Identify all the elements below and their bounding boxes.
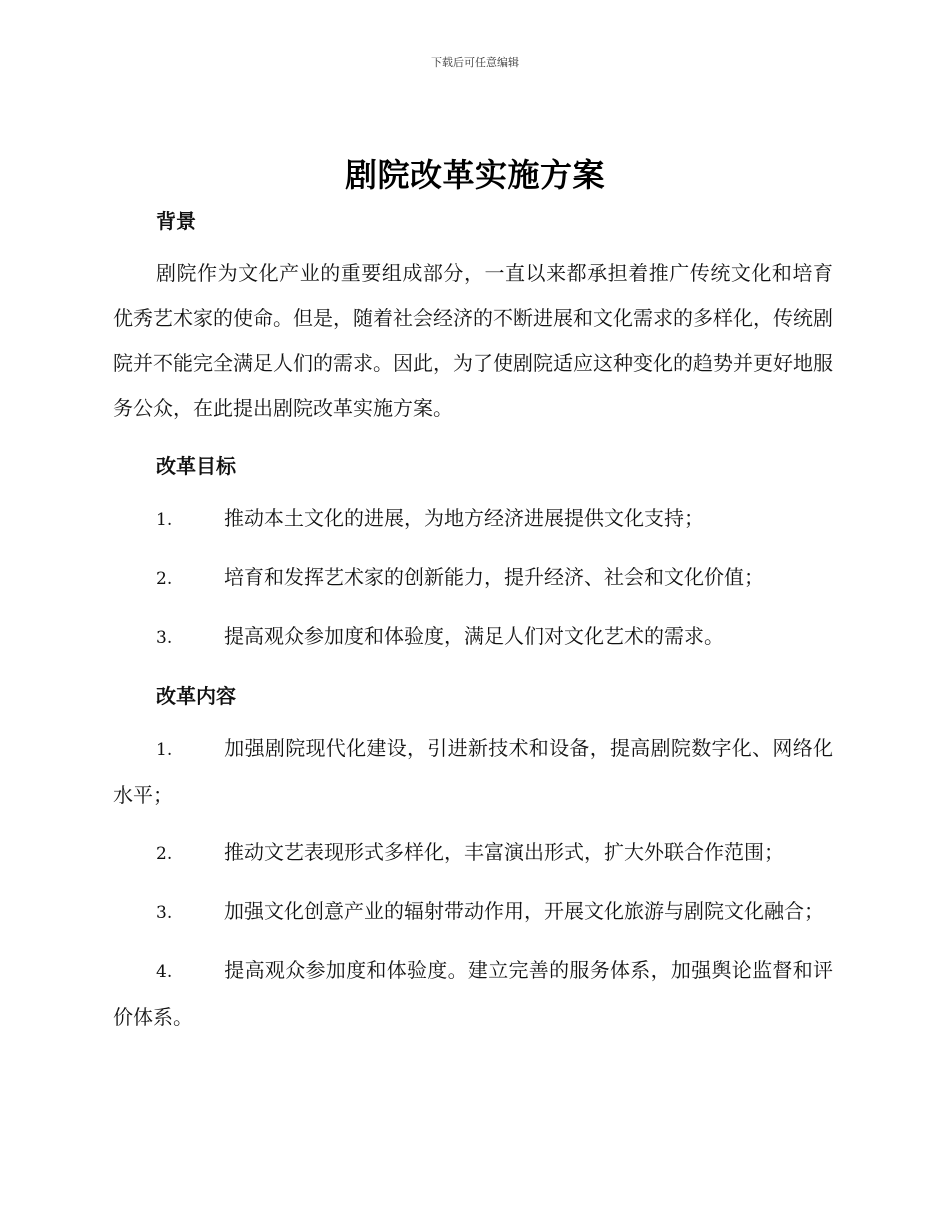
section-heading-background: 背景 bbox=[156, 209, 196, 233]
page-header-note: 下载后可任意编辑 bbox=[431, 56, 519, 69]
content-item bbox=[113, 948, 833, 1040]
list-number: 4. bbox=[156, 962, 173, 982]
content-item-text: 提高观众参加度和体验度。建立完善的服务体系，加强舆论监督和评价体系。 bbox=[113, 958, 833, 1029]
content-item-text: 加强剧院现代化建设，引进新技术和设备，提高剧院数字化、网络化水平； bbox=[113, 736, 833, 807]
list-number: 3. bbox=[156, 903, 173, 923]
background-paragraph: 剧院作为文化产业的重要组成部分，一直以来都承担着推广传统文化和培育优秀艺术家的使命。但是，随着社会经济的不断进展和文化需求的多样化，传统剧院并不能完全满足人们的需求。因此，为了使剧院适应这种变化的趋势并更好地服务公众，在此提出剧院改革实施方案。 bbox=[113, 261, 833, 420]
goal-item-text: 推动本土文化的进展，为地方经济进展提供文化支持； bbox=[224, 506, 704, 530]
section-heading-goals: 改革目标 bbox=[156, 454, 236, 478]
goal-item bbox=[113, 496, 833, 543]
content-item bbox=[113, 889, 833, 936]
goal-item bbox=[113, 614, 833, 661]
goal-item-text: 培育和发挥艺术家的创新能力，提升经济、社会和文化价值； bbox=[224, 565, 764, 589]
content-item bbox=[113, 726, 833, 818]
goal-item bbox=[113, 555, 833, 602]
content-item-text: 推动文艺表现形式多样化，丰富演出形式，扩大外联合作范围； bbox=[224, 840, 784, 864]
list-number: 2. bbox=[156, 569, 173, 589]
list-number: 2. bbox=[156, 844, 173, 864]
content-item bbox=[113, 830, 833, 877]
list-number: 1. bbox=[156, 740, 173, 760]
list-number: 3. bbox=[156, 628, 173, 648]
document-title: 剧院改革实施方案 bbox=[344, 156, 605, 194]
goal-item-text: 提高观众参加度和体验度，满足人们对文化艺术的需求。 bbox=[224, 624, 724, 648]
document-body bbox=[113, 203, 833, 1040]
list-number: 1. bbox=[156, 510, 173, 530]
content-item-text: 加强文化创意产业的辐射带动作用，开展文化旅游与剧院文化融合； bbox=[224, 899, 824, 923]
section-heading-content: 改革内容 bbox=[156, 684, 236, 708]
